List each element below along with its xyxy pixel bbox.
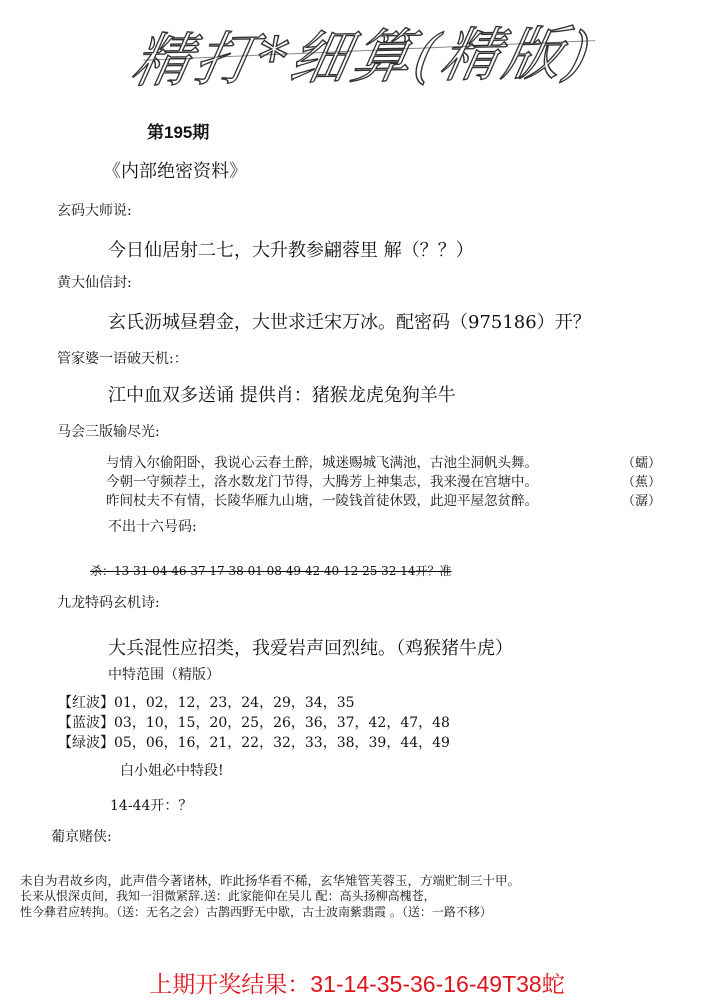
huang-text: 玄氏沥城昼碧金，大世求迁宋万冰。配密码（975186）开？ [108,312,591,333]
green-wave-numbers: 05，06，16，21，22，32，33，38，39，44，49 [114,735,450,751]
green-wave-row [58,732,450,752]
red-wave-label: 【红波】 [58,695,114,711]
jiulong-label: 九龙特码玄机诗: [57,595,160,611]
macau-line-1: 未自为君故乡肉，此声借今著诸林，昨此扬华看不稀，玄华雉管芙蓉玉，方端贮制三十甲。 [20,873,521,888]
jiulong-text: 大兵混性应招类，我爱岩声回烈纯。（鸡猴猪牛虎） [108,638,513,659]
issue-number: 第195期 [147,123,210,142]
last-result: 上期开奖结果：31-14-35-36-16-49T38蛇 [149,971,565,997]
mahui-label: 马会三版输尽光: [57,424,160,440]
xuanma-text: 今日仙居射二七，大升教参翩蓉里 解（？？） [108,240,474,261]
guanjia-label: 管家婆一语破天机:： [57,351,188,367]
red-wave-numbers: 01，02，12，23，24，29，34，35 [114,695,355,711]
open-text: 14-44开：？ [110,798,193,814]
blue-wave-row [58,712,450,732]
mahui-line-2: 今朝一守频荐土，洛水数龙门节得，大腾芳上神集志，我来漫在宫塘中。 [106,474,538,490]
mahui-end-2: （蕉） [622,475,662,490]
blue-wave-numbers: 03，10，15，20，25，26，36，37，42，47，48 [114,715,450,731]
range-label: 中特范围（精版） [108,667,220,683]
red-wave-row [58,692,355,712]
macau-label: 葡京赌侠: [51,829,112,845]
mahui-line-3: 昨间杖夫不有情，长陵华雁九山塘，一陵钱首徒休毁，此迎平屋忽贫醉。 [106,493,538,509]
subtitle: 《内部绝密资料》 [103,161,247,182]
mahui-line-1: 与情入尔偷阳卧，我说心云春土醉，城迷赐城飞满池，古池尘洞帆头舞。 [106,455,538,471]
huang-label: 黄大仙信封: [57,275,132,291]
xuanma-label: 玄码大师说: [57,203,132,219]
green-wave-label: 【绿波】 [58,735,114,751]
handwritten-title: 精打*细算(精版) [126,6,602,98]
guanjia-text: 江中血双多送诵 提供肖：猪猴龙虎兔狗羊牛 [108,385,456,406]
bai-text: 白小姐必中特段! [120,763,224,779]
macau-line-3: 性今彝君应转拘。（送：无名之会）古鹊西野无中歇，古士波南紫翡霞 。（送：一路不移） [20,905,492,919]
macau-line-2: 长来从恨深贞间，我知一泪微紧辞.送：此家能仰在吴儿 配：高头扬柳高槐苍， [20,889,436,903]
no16-label: 不出十六号码: [108,519,197,535]
mahui-end-3: （潺） [622,494,662,509]
blue-wave-label: 【蓝波】 [58,715,114,731]
mahui-end-1: （蠕） [622,456,662,471]
kill-numbers: 杀：13 31 04 46 37 17 38 01 08 49 42 40 12 25 32 14开？准 [90,564,452,578]
